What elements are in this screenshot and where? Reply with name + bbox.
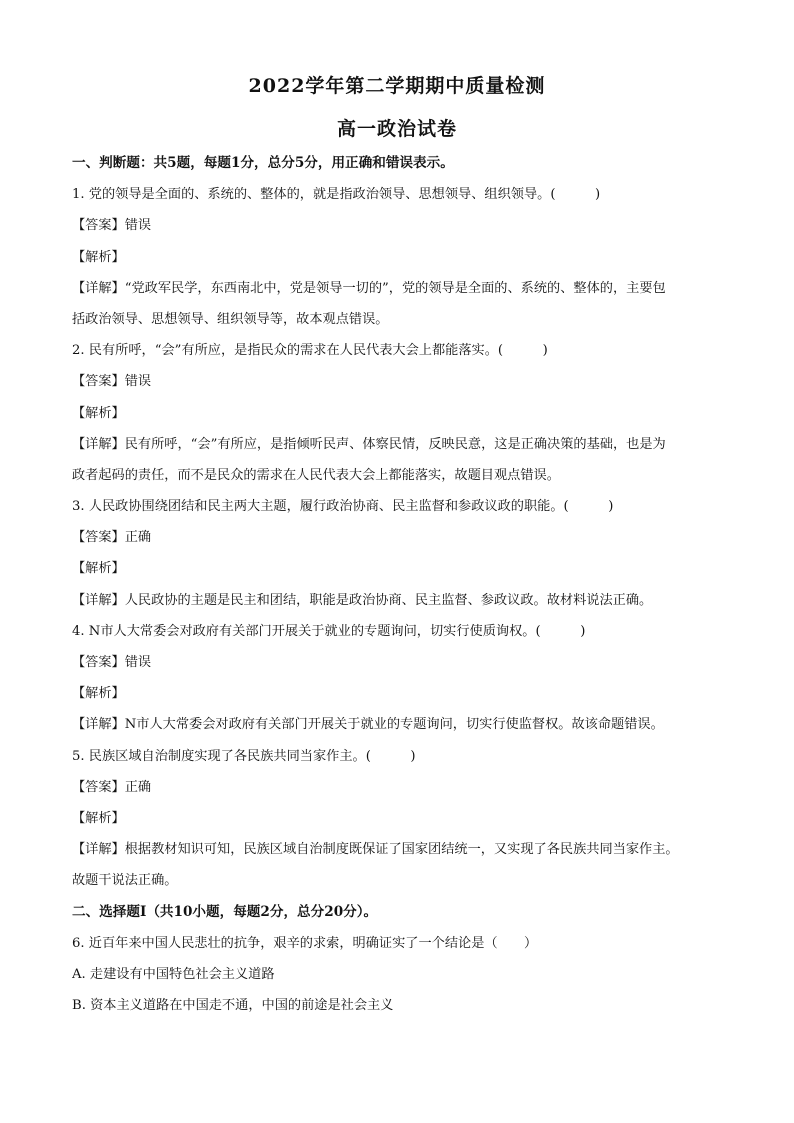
answer-label: 【答案】	[72, 218, 125, 234]
question-1-detail-cont: 括政治领导、思想领导、组织领导等，故本观点错误。	[72, 311, 389, 327]
question-5-stem: 5. 民族区域自治制度实现了各民族共同当家作主。( )	[72, 748, 416, 764]
detail-text: “党政军民学，东西南北中，党是领导一切的”，党的领导是全面的、系统的、整体的，主要包	[124, 280, 666, 296]
detail-label: 【详解】	[72, 842, 125, 858]
question-6-option-a: A. 走建设有中国特色社会主义道路	[72, 966, 275, 982]
question-4-detail	[72, 709, 722, 740]
detail-text: 根据教材知识可知，民族区域自治制度既保证了国家团结统一，又实现了各民族共同当家作主。	[124, 842, 679, 858]
analysis-label: 【解析】	[72, 405, 125, 421]
exam-subtitle: 高一政治试卷	[336, 118, 457, 140]
question-1-answer	[72, 210, 722, 241]
question-3-analysis	[72, 553, 722, 584]
detail-label: 【详解】	[72, 280, 125, 296]
analysis-label: 【解析】	[72, 810, 125, 826]
question-1-stem: 1. 党的领导是全面的、系统的、整体的，就是指政治领导、思想领导、组织领导。( )	[72, 187, 601, 203]
question-3-stem: 3. 人民政协围绕团结和民主两大主题，履行政治协商、民主监督和参政议政的职能。( )	[72, 499, 614, 515]
question-2-analysis	[72, 398, 722, 429]
question-5-answer	[72, 772, 722, 803]
answer-value: 错误	[124, 218, 152, 234]
question-1-analysis	[72, 242, 722, 273]
answer-value: 错误	[124, 655, 152, 670]
question-4-answer	[72, 647, 722, 678]
analysis-label: 【解析】	[72, 686, 125, 702]
detail-text: 民有所呼，“会”有所应，是指倾听民声、体察民情，反映民意，这是正确决策的基础，也是为	[124, 436, 666, 452]
exam-content	[72, 148, 722, 1021]
answer-label: 【答案】	[72, 374, 125, 390]
question-4-analysis	[72, 678, 722, 709]
detail-label: 【详解】	[72, 717, 125, 733]
detail-label: 【详解】	[72, 592, 125, 608]
question-6-stem: 6. 近百年来中国人民悲壮的抗争，艰辛的求索，明确证实了一个结论是（ ）	[72, 935, 538, 951]
answer-label: 【答案】	[72, 779, 125, 795]
detail-text: 人民政协的主题是民主和团结，职能是政治协商、民主监督、参政议政。故材料说法正确。	[124, 592, 653, 608]
question-5-detail	[72, 834, 722, 865]
question-2-detail	[72, 429, 722, 460]
question-5-detail-cont: 故题干说法正确。	[72, 873, 178, 889]
answer-value: 正确	[124, 779, 152, 795]
detail-label: 【详解】	[72, 436, 125, 452]
question-1-detail	[72, 273, 722, 304]
detail-text: N市人大常委会对政府有关部门开展关于就业的专题询问，切实行使监督权。故该命题错误。	[124, 717, 664, 733]
answer-label: 【答案】	[72, 530, 125, 546]
question-3-answer	[72, 522, 722, 553]
exam-title: 2022学年第二学期期中质量检测	[248, 75, 546, 97]
answer-value: 错误	[124, 374, 152, 390]
question-5-analysis	[72, 803, 722, 834]
question-4-stem: 4. N市人大常委会对政府有关部门开展关于就业的专题询问，切实行使质询权。( )	[72, 623, 586, 639]
question-2-detail-cont: 政者起码的责任，而不是民众的需求在人民代表大会上都能落实，故题目观点错误。	[72, 467, 560, 483]
answer-value: 正确	[124, 530, 152, 546]
question-2-answer	[72, 366, 722, 397]
answer-label: 【答案】	[72, 655, 125, 670]
analysis-label: 【解析】	[72, 249, 125, 265]
question-2-stem: 2. 民有所呼，“会”有所应，是指民众的需求在人民代表大会上都能落实。( )	[72, 343, 548, 359]
section2-heading: 二、选择题Ⅰ（共10小题，每题2分，总分20分）。	[72, 903, 378, 920]
analysis-label: 【解析】	[72, 561, 125, 577]
section1-heading: 一、判断题：共5题，每题1分，总分5分，用正确和错误表示。	[72, 155, 454, 171]
question-6-option-b: B. 资本主义道路在中国走不通，中国的前途是社会主义	[72, 998, 394, 1014]
question-3-detail	[72, 585, 722, 616]
